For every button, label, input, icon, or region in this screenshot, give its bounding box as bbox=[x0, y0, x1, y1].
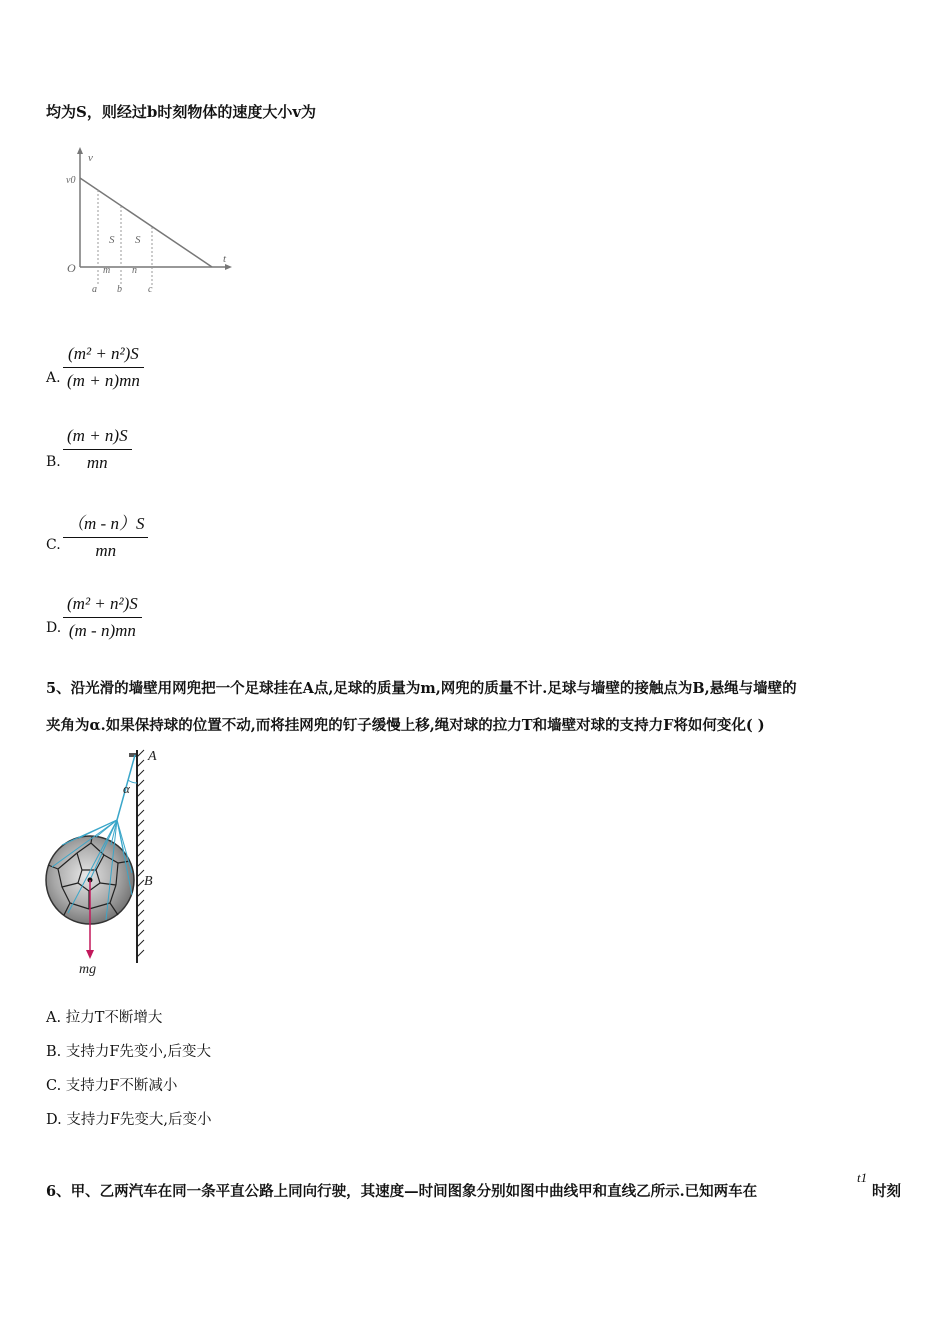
graph-v-label: v bbox=[88, 152, 93, 164]
figure-point-a: A bbox=[148, 749, 157, 764]
graph-tick-b: b bbox=[117, 284, 122, 295]
q5-line1: 5、沿光滑的墙壁用网兜把一个足球挂在A点,足球的质量为m,网兜的质量不计.足球与墙壁的接触点为B,悬绳与墙壁的 bbox=[46, 680, 797, 697]
option-c-fraction bbox=[63, 509, 148, 561]
graph-area1-label: S bbox=[109, 234, 115, 246]
option-b-fraction bbox=[63, 426, 132, 473]
q6-t1-symbol: t1 bbox=[857, 1170, 868, 1185]
q4-vt-graph bbox=[62, 145, 262, 305]
option-d-numerator: (m² + n²)S bbox=[67, 594, 138, 613]
q5-option-d: D. 支持力F先变大,后变小 bbox=[46, 1112, 212, 1128]
option-b-denominator: mn bbox=[86, 453, 108, 472]
graph-tick-c: c bbox=[148, 284, 153, 295]
option-a-fraction bbox=[63, 344, 144, 391]
option-c-label: C. bbox=[46, 537, 61, 553]
q4-intro: 均为S，则经过b时刻物体的速度大小v为 bbox=[46, 103, 317, 121]
graph-t-label: t bbox=[223, 253, 227, 265]
graph-area2-label: S bbox=[135, 234, 141, 246]
figure-point-b: B bbox=[144, 874, 153, 889]
q5-option-a: A. 拉力T不断增大 bbox=[46, 1010, 163, 1026]
q5-option-c: C. 支持力F不断减小 bbox=[46, 1078, 178, 1094]
option-d-fraction bbox=[63, 594, 142, 641]
figure-weight-mg: mg bbox=[79, 962, 97, 977]
graph-origin-label: O bbox=[67, 261, 76, 275]
q6-line1-end: 时刻 bbox=[872, 1183, 901, 1200]
option-d-denominator: (m - n)mn bbox=[68, 621, 136, 640]
option-c-denominator: mn bbox=[95, 541, 117, 560]
graph-v0-label: v0 bbox=[66, 175, 76, 186]
q6-line1: 6、甲、乙两汽车在同一条平直公路上同向行驶，其速度—时间图象分别如图中曲线甲和直线乙所示.已知两车在 bbox=[46, 1183, 758, 1200]
option-a-numerator: (m² + n²)S bbox=[68, 344, 139, 363]
option-b-label: B. bbox=[46, 454, 61, 470]
graph-interval-m: m bbox=[103, 265, 111, 276]
figure-angle-alpha: α bbox=[123, 781, 130, 796]
graph-tick-a: a bbox=[92, 284, 97, 295]
option-a-denominator: (m + n)mn bbox=[67, 371, 140, 390]
option-b-numerator: (m + n)S bbox=[67, 426, 128, 445]
option-c-numerator: （m - n）S bbox=[67, 514, 145, 533]
option-a-label: A. bbox=[46, 370, 61, 386]
q5-football-figure bbox=[44, 745, 194, 980]
q5-line2: 夹角为α.如果保持球的位置不动,而将挂网兜的钉子缓慢上移,绳对球的拉力T和墙壁对球的支持力F将如何变化( ) bbox=[46, 717, 765, 734]
graph-interval-n: n bbox=[132, 265, 137, 276]
q5-option-b: B. 支持力F先变小,后变大 bbox=[46, 1044, 212, 1060]
option-d-label: D. bbox=[46, 620, 62, 636]
